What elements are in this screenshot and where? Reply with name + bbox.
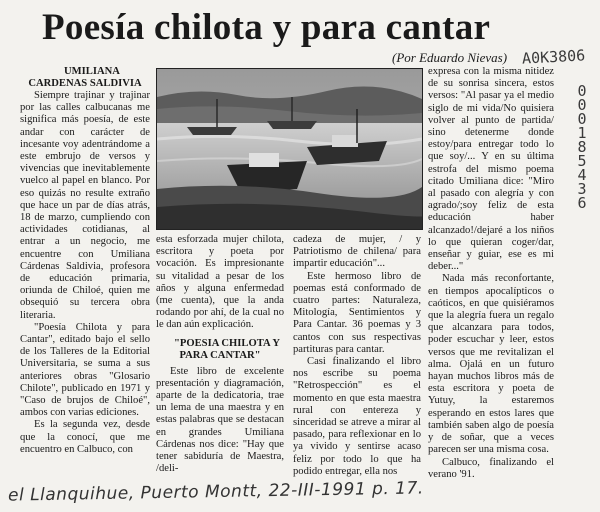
article-column-1 <box>20 66 150 456</box>
paragraph: expresa con la misma nitidez de su sonrisa sincera, estos versos: "Al pasar ya el medio siglo de mi vida/No quisiera volver al punto de partida/ sino detenerme donde estoy/para entregar todo lo que soy/... Y en su última estrofa del mismo poema citado Umiliana dice: "Miro al pasado con alegría y con agrado/;soy feliz de esta educación haber alcanzado!/dejaré a los niños lo que quieran coger/dar, enseñar y guiar, ese es mi deber..." <box>428 66 554 273</box>
harbor-photo-image <box>157 69 422 229</box>
paragraph: Este hermoso libro de poemas está conformado de cuatro partes: Naturaleza, Mitología, Sentimientos y Para Cantar. 36 poemas y 3 cantos con sus respectivas partituras para cantar. <box>293 270 421 355</box>
harbor-photo <box>156 68 423 230</box>
paragraph: Este libro de excelente presentación y diagramación, aparte de la dedicatoria, trae un lema de una maestra y en estas palabras que se destacan en grandes Umiliana Cárdenas nos dice: "Hay que tener sabiduría de Maestra, /deli- <box>156 365 284 475</box>
article-column-2 <box>156 234 284 475</box>
paragraph: esta esforzada mujer chilota, escritora y poeta por vocación. Es impresionante su vitalidad a pesar de los años y alguna enfermedad (me cuenta), que la anda rodando por ahí, de la cual no le dan aún explicación. <box>156 234 284 331</box>
headline: Poesía chilota y para cantar <box>42 7 491 48</box>
byline: (Por Eduardo Nievas) <box>392 50 508 65</box>
paragraph: Es la segunda vez, desde que la conocí, que me encuentro en Calbuco, con <box>20 419 150 455</box>
paragraph: Casi finalizando el libro nos escribe su poema "Retrospección" es el momento en que esta maestra rural con entereza y sinceridad se atreve a mirar al pasado, para reflexionar en lo ya vivido y sentirse acaso feliz por todo lo que ha podido entregar, ella nos <box>293 356 421 477</box>
paragraph: "Poesía Chilota y para Cantar", editado bajo el sello de los Talleres de la Editorial Universitaria, se suma a sus anteriores obras "Glosario Chilote", publicado en 1971 y "Caso de brujos de Chiloé", ambos con varias ediciones. <box>20 321 150 419</box>
handwritten-source-note: el Llanquihue, Puerto Montt, 22-III-1991 p. 17. <box>7 478 424 506</box>
paragraph: Calbuco, finalizando el verano '91. <box>428 456 554 480</box>
archive-number-handwritten: 000185436 <box>577 82 587 212</box>
article-column-4 <box>428 66 554 481</box>
archive-code-handwritten: A0K3806 <box>521 46 586 68</box>
subhead-author: UMILIANA CARDENAS SALDIVIA <box>28 66 142 89</box>
subhead-book-title: "POESIA CHILOTA Y PARA CANTAR" <box>174 337 280 361</box>
paragraph: Nada más reconfortante, en tiempos apocalípticos o caóticos, en que quisiéramos que la alegría fuera un regalo que alcanzara para todos, poder escuchar y leer, estos versos que me revitalizan el alma. Ojalá en un futuro hayan muchos libros más de esta escritora y poeta de Yutuy, la estaremos esperando en estos lares que también saben algo de poesía y de soñar, que a veces parecen ser una misma cosa. <box>428 273 554 456</box>
article-column-3 <box>293 234 421 478</box>
paragraph: cadeza de mujer, / y Patriotismo de chilena/ para impartir educación"... <box>293 234 421 270</box>
paragraph: Siempre trajinar y trajinar por las calles calbucanas me significa más poesía, de este andar con carácter de incesante voy adentrándome a este embrujo de versos y vivencias que inevitablemente vuelco al papel en blanco. Por eso quizás no resulte extraño que hace un par de días atrás, 18 de marzo, cumpliendo con actividades cotidianas, al entrar a un negocio, me encuentre con Umiliana Cárdenas Saldivia, profesora de educación primaria, oriunda de Chiloé, quien me obsequió su tercera obra literaria. <box>20 90 150 321</box>
